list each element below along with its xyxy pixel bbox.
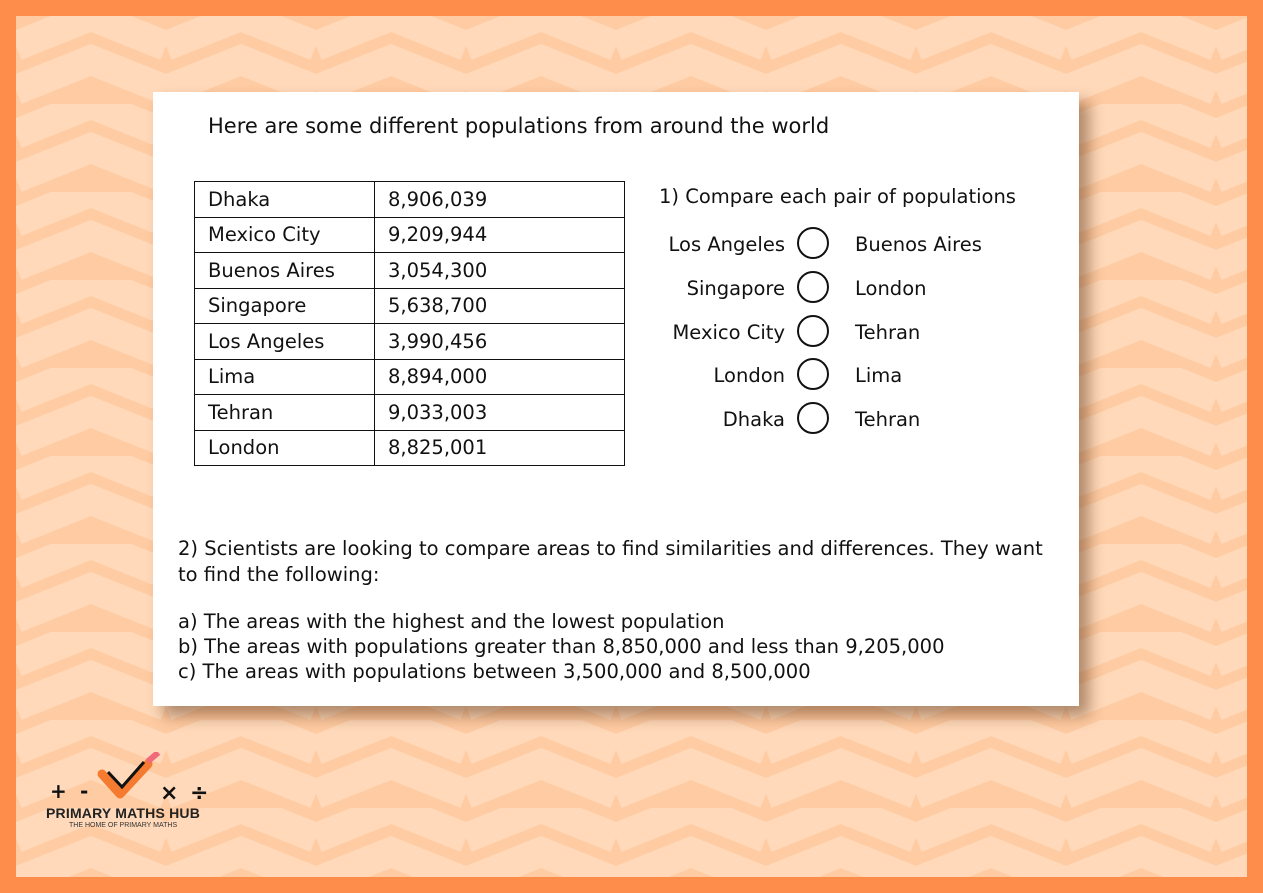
question-2-text: 2) Scientists are looking to compare areas to find similarities and differences. They want to find the following: (178, 537, 1043, 586)
pair-left-city: Mexico City (672, 321, 785, 344)
city-cell: Dhaka (195, 182, 375, 218)
worksheet-card (153, 92, 1079, 706)
question-2-item: c) The areas with populations between 3,500,000 and 8,500,000 (178, 660, 811, 683)
city-cell: London (195, 430, 375, 466)
city-cell: Lima (195, 359, 375, 395)
comparison-pair (553, 402, 1053, 438)
pair-left-city: Singapore (686, 277, 785, 300)
pair-left-city: Los Angeles (668, 233, 785, 256)
comparison-pair (553, 271, 1053, 307)
city-cell: Los Angeles (195, 324, 375, 360)
pair-right-city: Lima (855, 364, 903, 387)
city-cell: Tehran (195, 395, 375, 431)
population-cell: 5,638,700 (375, 288, 625, 324)
question-2-item: a) The areas with the highest and the lowest population (178, 610, 725, 633)
svg-text:×: × (160, 781, 179, 806)
primary-maths-hub-logo (44, 752, 224, 832)
question-2-items (178, 609, 1058, 684)
population-cell: 3,990,456 (375, 324, 625, 360)
question-1-title: 1) Compare each pair of populations (659, 185, 1016, 208)
population-cell: 9,209,944 (375, 217, 625, 253)
svg-text:+: + (50, 779, 67, 803)
question-2-item: b) The areas with populations greater than 8,850,000 and less than 9,205,000 (178, 635, 945, 658)
pair-right-city: Tehran (855, 321, 921, 344)
city-cell: Buenos Aires (195, 253, 375, 289)
pair-right-city: London (855, 277, 927, 300)
comparison-pair (553, 358, 1053, 394)
comparison-pair (553, 315, 1053, 351)
comparison-answer-circle[interactable] (797, 315, 829, 347)
comparison-answer-circle[interactable] (797, 271, 829, 303)
svg-text:-: - (80, 779, 89, 803)
logo-symbols-icon (44, 752, 224, 806)
pair-left-city: London (713, 364, 785, 387)
logo-brand: PRIMARY MATHS HUB (46, 805, 201, 821)
pair-left-city: Dhaka (722, 408, 785, 431)
population-cell: 3,054,300 (375, 253, 625, 289)
pair-right-city: Tehran (855, 408, 921, 431)
comparison-pair (553, 227, 1053, 263)
logo-tagline: THE HOME OF PRIMARY MATHS (69, 822, 178, 829)
population-cell: 8,906,039 (375, 182, 625, 218)
city-cell: Mexico City (195, 217, 375, 253)
comparison-answer-circle[interactable] (797, 227, 829, 259)
comparison-answer-circle[interactable] (797, 358, 829, 390)
population-cell: 8,894,000 (375, 359, 625, 395)
population-cell: 9,033,003 (375, 395, 625, 431)
table-row (195, 182, 625, 218)
pair-right-city: Buenos Aires (855, 233, 982, 256)
comparison-answer-circle[interactable] (797, 402, 829, 434)
svg-text:÷: ÷ (190, 781, 209, 806)
population-cell: 8,825,001 (375, 430, 625, 466)
worksheet-heading: Here are some different populations from around the world (208, 114, 830, 138)
city-cell: Singapore (195, 288, 375, 324)
